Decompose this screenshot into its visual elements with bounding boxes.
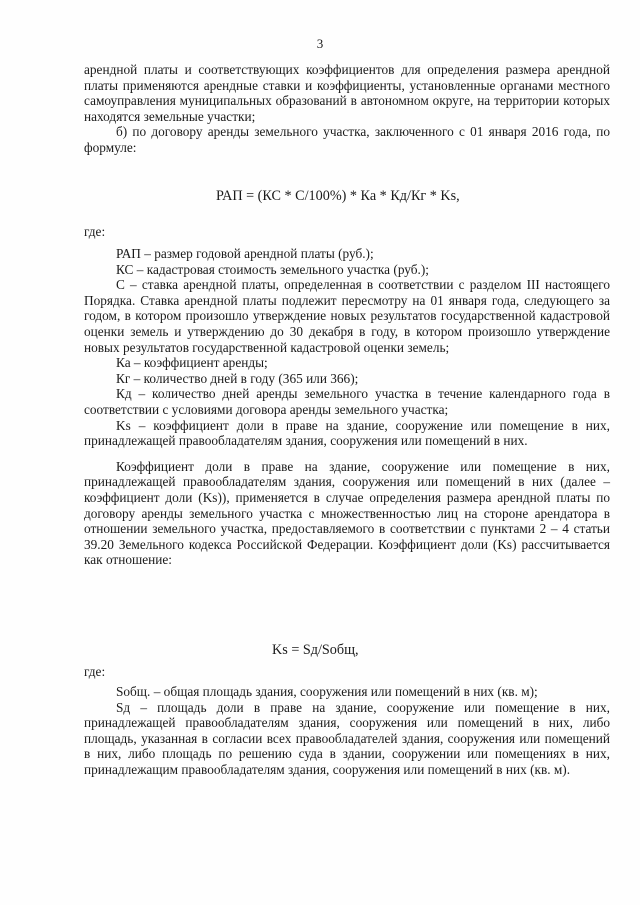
definition-c: С – ставка арендной платы, определенная в соответствии с разделом III настоящего Порядка. Ставка арендной платы подлежит пересмотру на 01 января года, следующего за годом, в котором произошло утверждение новых результатов государственной кадастровой оценки земель и утверждению до 30 декабря в году, в котором произошло утверждение новых результатов государственной кадастровой оценки земель; [84, 277, 610, 355]
paragraph-2: б) по договору аренды земельного участка, заключенного с 01 января 2016 года, по формуле: [84, 124, 610, 155]
formula-rent: РАП = (КС * С/100%) * Ка * Кд/Кг * Ks, [216, 188, 460, 204]
definition-rap: РАП – размер годовой арендной платы (руб.); [116, 246, 374, 261]
definitions-list [84, 246, 610, 568]
definition-kg: Кг – количество дней в году (365 или 366); [116, 370, 359, 386]
definition-kd: Кд – количество дней аренды земельного участка в течение календарного года в соответствии с условиями договора аренды земельного участка; [84, 386, 610, 417]
where-label-1: где: [84, 224, 106, 239]
paragraph-3: Коэффициент доли в праве на здание, сооружение или помещение в них, принадлежащей правообладателям здания, сооружения или помещений в них (далее – коэффициент доли (Ks)), применяется в случае определения размера арендной платы по договору аренды земельного участка с множественностью лиц на стороне арендатора в отношении земельного участка, предоставляемого в соответствии с пунктами 2 – 4 статьи 39.20 Земельного кодекса Российской Федерации. Коэффициент доли (Ks) рассчитывается как отношение: [84, 458, 610, 568]
page-number: 3 [316, 36, 324, 51]
definition-ks-share: Ks – коэффициент доли в праве на здание, сооружение или помещение в них, принадлежащей правообладателям здания, сооружения или помещений в них. [84, 417, 610, 449]
definition-sd: Sд – площадь доли в праве на здание, сооружение или помещение в них, принадлежащей правообладателям здания, сооружения или помещений в них, либо площадь, указанная в согласии всех правообладателей здания, сооружения или помещений в них, либо площадь по решению суда в здании, сооружении или помещениях в них, принадлежащим правообладателям здания, сооружения или помещений в них (кв. м). [84, 699, 610, 777]
definitions-list-2 [84, 684, 610, 778]
definition-ka: Ка – коэффициент аренды; [116, 355, 268, 371]
paragraph-continuation [84, 62, 610, 156]
formula-share: Ks = Sд/Sобщ, [272, 642, 359, 658]
where-label-2: где: [84, 664, 106, 679]
definition-sobsh: Sобщ. – общая площадь здания, сооружения или помещений в них (кв. м); [116, 684, 538, 699]
paragraph-1: арендной платы и соответствующих коэффициентов для определения размера арендной платы применяются арендные ставки и коэффициенты, установленные органами местного самоуправления муниципальных образований в автономном округе, на территории которых находятся земельные участки; [84, 62, 610, 124]
definition-ks: КС – кадастровая стоимость земельного участка (руб.); [116, 261, 429, 277]
